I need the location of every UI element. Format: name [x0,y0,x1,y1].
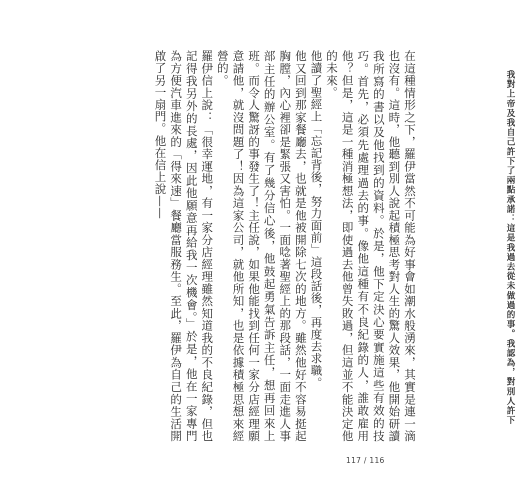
paragraph-2: 他讀了聖經上「忘記背後，努力面前」這段話後，再度去求職。 [309,50,324,389]
paragraph-3: 他又回到那家餐廳去，也就是他被開除七次的地方。雖然他好不容易挺起胸膛，內心裡卻是緊張又害怕。一面唸著聖經上的那段話，一面走進人事部主任的辦公室。有了幾分信心後，他鼓起勇氣告訴主任，想再回來上班。而令人驚訝的事發生了！主任說，如果他能找到任何一家分店經理願意請他，就沒問題了！因為這家公司，就他所知，也是依據積極思想來經營的。 [215,50,308,442]
paragraph-1: 在這種情形之下，羅伊當然不可能為好事會如潮水般湧來，其實是連一滴也沒有。這時，他聽到別人說起積極思考對人生的驚人效果，他開始研讀我所寫的書以及他找到的資料。於是，他下定決心要實施這些有效的技巧。首先，必須先處理過去的事。像他這種有不良紀錄的人，誰敢雇用他？但是，這是一種消極想法，即使過去他曾失敗過，但這並不能決定他的未來。 [325,50,417,442]
paragraph-4: 羅伊信上說：「很幸運地，有一家分店經理雖然知道我的不良紀錄，但也記得我另外的長處，因此他願意再給我一次機會。」於是，他在一家專門為方便汽車進來的「得來速」餐廳當服務生。至此，羅伊為自己的生活開啟了另一扇門。他在信上說—— [153,50,215,442]
page-number: 117 / 116 [346,456,385,465]
body-text [152,50,417,442]
quote-text: 我對上帝及我自己許下了兩點承諾：這是我過去從未做過的事。我認為，對別人許下 [505,70,515,426]
